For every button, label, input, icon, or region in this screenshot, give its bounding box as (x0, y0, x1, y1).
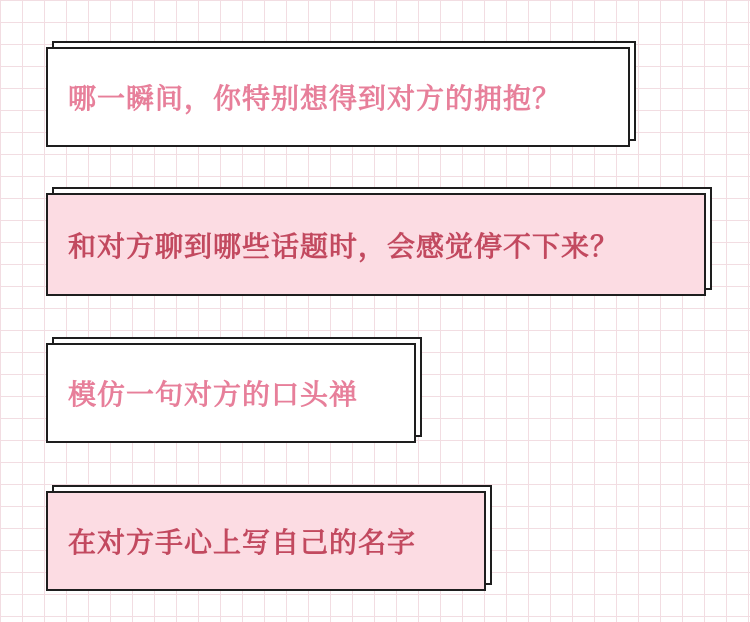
card-text: 在对方手心上写自己的名字 (68, 526, 417, 559)
card-face (46, 47, 630, 147)
card-face (46, 491, 486, 591)
card-face (46, 193, 706, 296)
card-text: 和对方聊到哪些话题时，会感觉停不下来？ (68, 229, 620, 263)
card-face (46, 343, 416, 443)
question-card-4 (46, 491, 486, 591)
card-text: 哪一瞬间，你特别想得到对方的拥抱？ (68, 82, 562, 115)
question-card-2 (46, 193, 706, 296)
card-text: 模仿一句对方的口头禅 (68, 378, 359, 411)
question-card-3 (46, 343, 416, 443)
question-card-1 (46, 47, 630, 147)
